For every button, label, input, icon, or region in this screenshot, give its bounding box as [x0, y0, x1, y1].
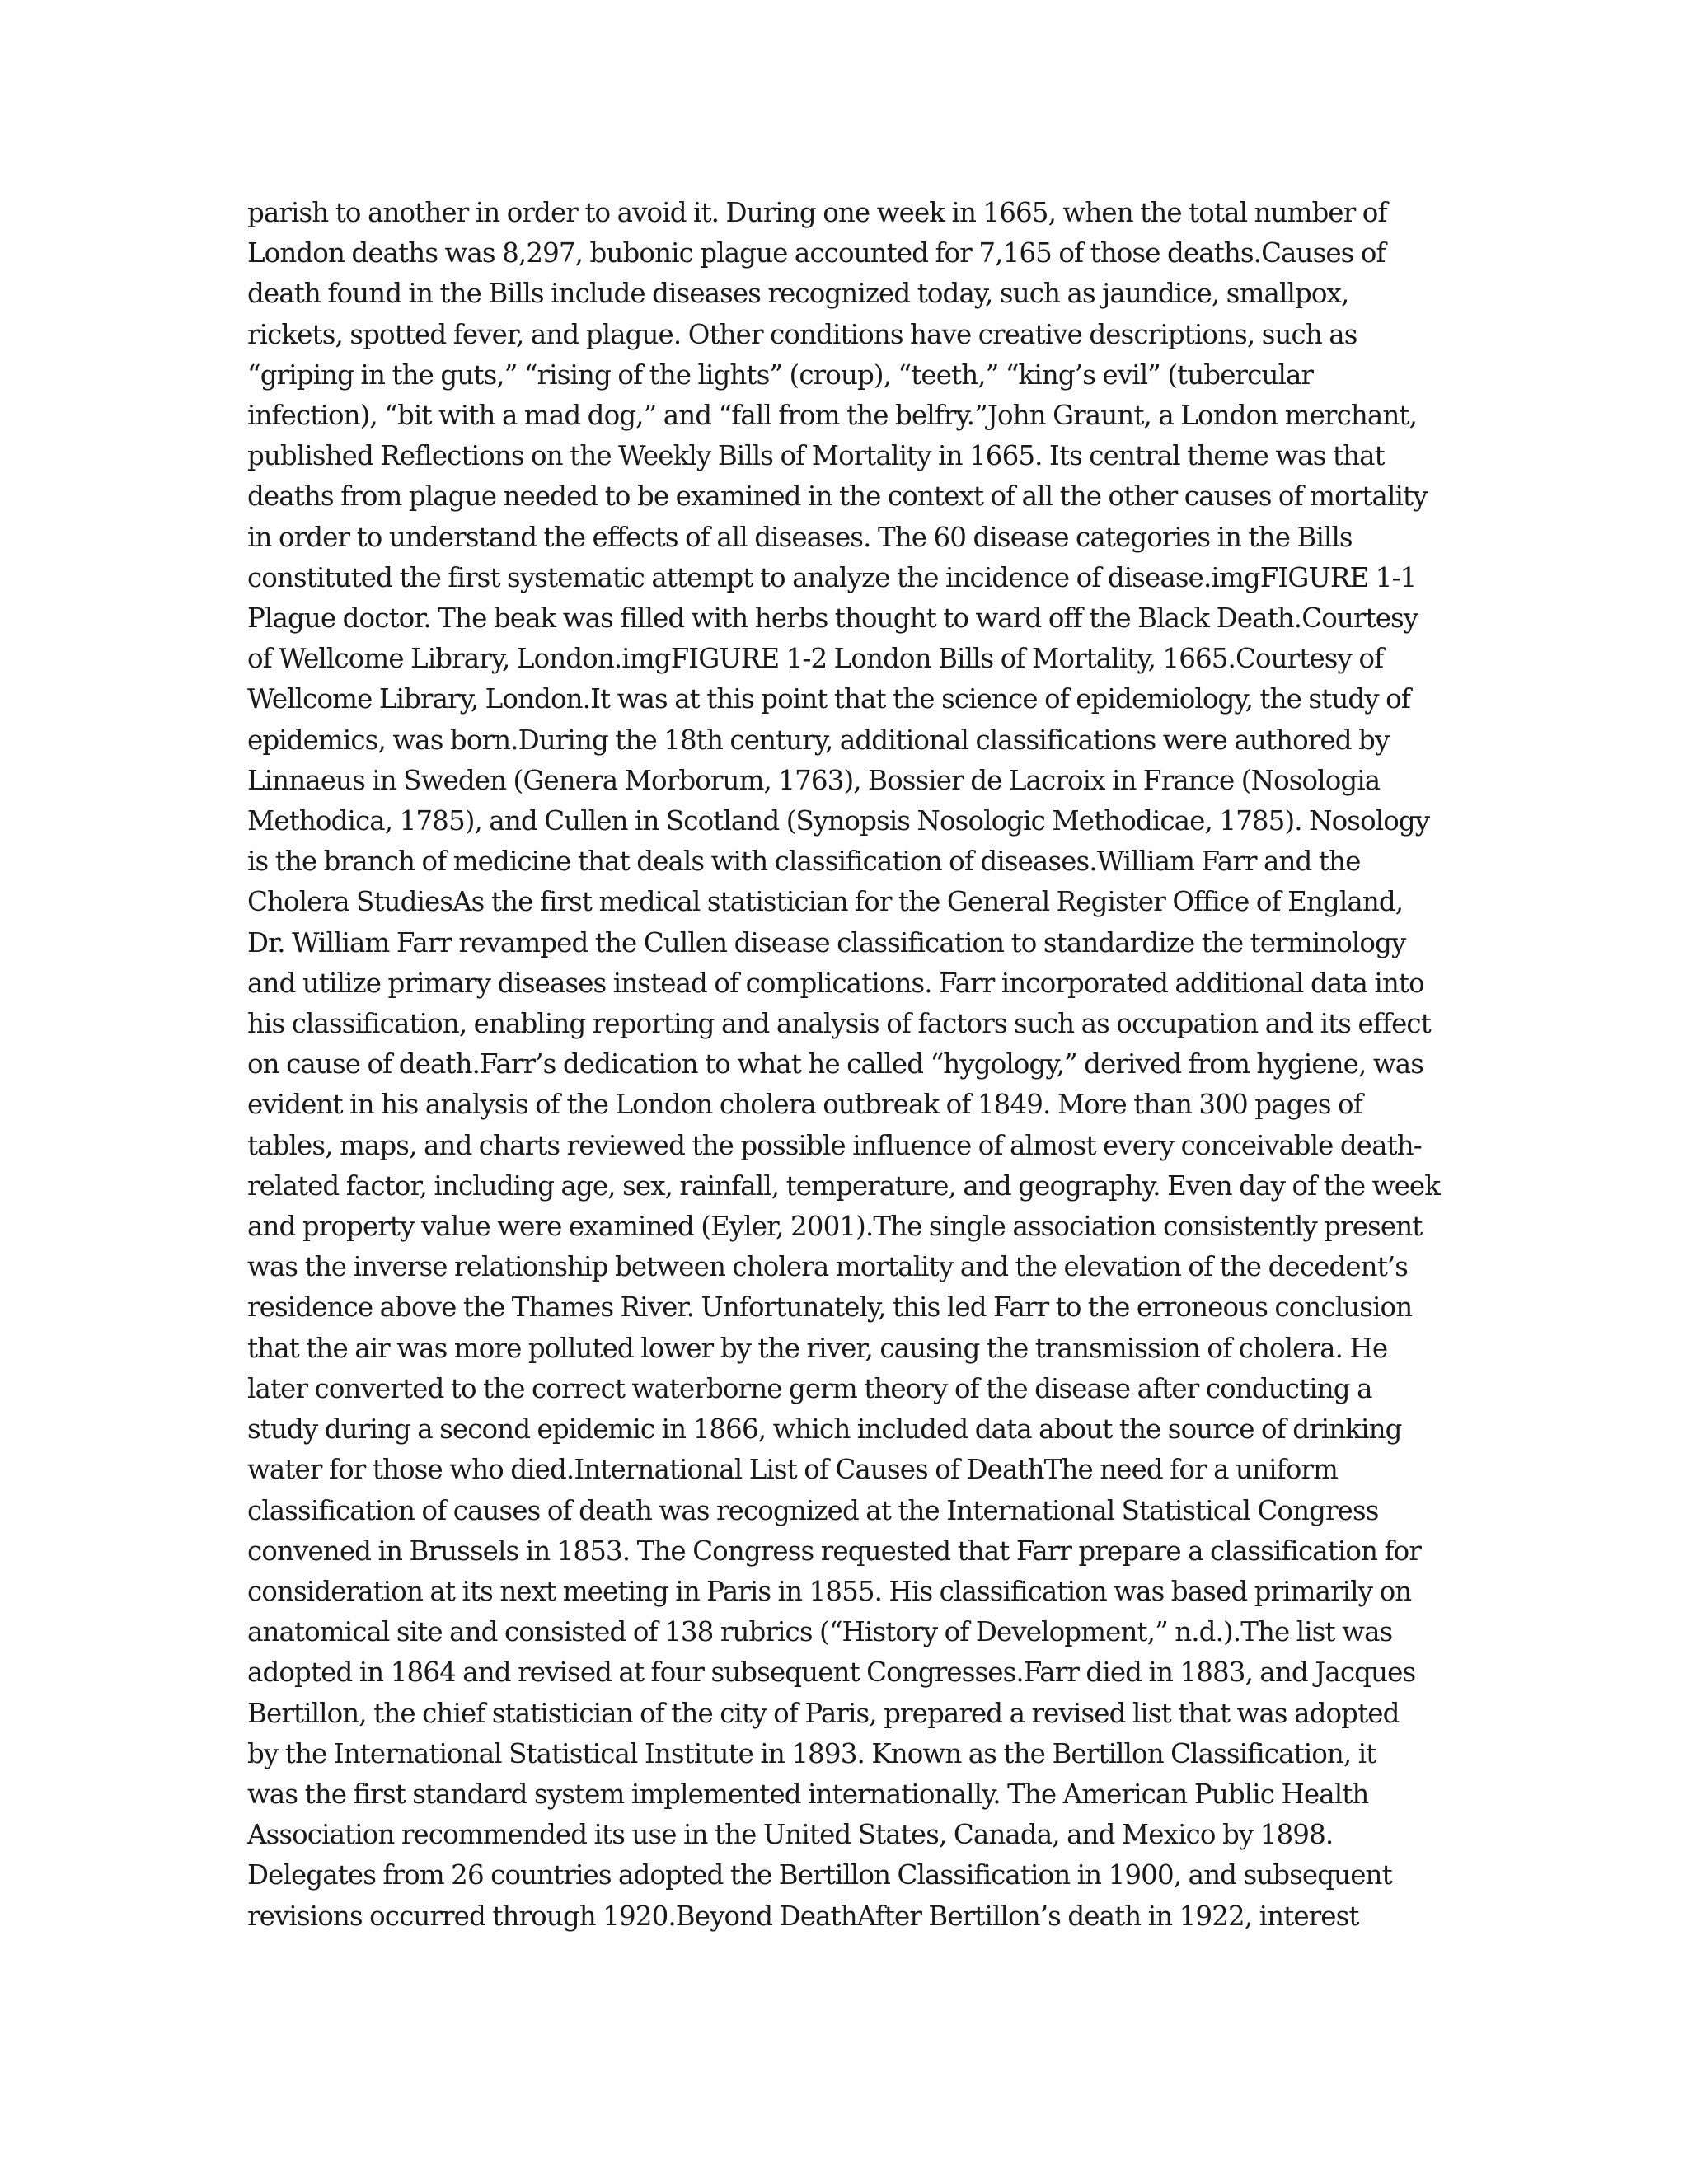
text-line: revisions occurred through 1920.Beyond DeathAfter Bertillon’s death in 1922, interest [247, 1900, 1359, 1932]
text-line: Cholera StudiesAs the first medical statistician for the General Register Office of England, [247, 886, 1404, 918]
text-line: rickets, spotted fever, and plague. Other conditions have creative descriptions, such as [247, 318, 1357, 350]
text-line: tables, maps, and charts reviewed the possible influence of almost every conceivable death- [247, 1129, 1422, 1161]
text-line: Dr. William Farr revamped the Cullen disease classification to standardize the terminology [247, 926, 1406, 958]
text-line: Delegates from 26 countries adopted the Bertillon Classification in 1900, and subsequent [247, 1859, 1392, 1891]
text-line: water for those who died.International List of Causes of DeathThe need for a uniform [247, 1454, 1338, 1486]
text-line: adopted in 1864 and revised at four subsequent Congresses.Farr died in 1883, and Jacques [247, 1657, 1416, 1689]
text-line: consideration at its next meeting in Paris in 1855. His classification was based primarily on [247, 1575, 1412, 1607]
text-line: Association recommended its use in the United States, Canada, and Mexico by 1898. [247, 1819, 1334, 1851]
text-line: by the International Statistical Institute in 1893. Known as the Bertillon Classification, it [247, 1737, 1376, 1769]
text-line: published Reflections on the Weekly Bills of Mortality in 1665. Its central theme was that [247, 440, 1385, 472]
text-line: deaths from plague needed to be examined in the context of all the other causes of mortality [247, 480, 1428, 513]
text-line: epidemics, was born.During the 18th century, additional classifications were authored by [247, 724, 1390, 756]
text-line: was the inverse relationship between cholera mortality and the elevation of the decedent’s [247, 1251, 1409, 1283]
text-line: death found in the Bills include diseases recognized today, such as jaundice, smallpox, [247, 278, 1349, 310]
text-line: related factor, including age, sex, rainfall, temperature, and geography. Even day of the week [247, 1169, 1441, 1202]
text-line: in order to understand the effects of all diseases. The 60 disease categories in the Bills [247, 521, 1353, 553]
text-line: his classification, enabling reporting and analysis of factors such as occupation and its effect [247, 1008, 1431, 1040]
text-line: Linnaeus in Sweden (Genera Morborum, 1763), Bossier de Lacroix in France (Nosologia [247, 764, 1381, 796]
text-line: evident in his analysis of the London cholera outbreak of 1849. More than 300 pages of [247, 1089, 1362, 1121]
text-line: was the first standard system implemented internationally. The American Public Health [247, 1778, 1369, 1810]
text-line: later converted to the correct waterborne germ theory of the disease after conducting a [247, 1372, 1372, 1404]
text-line: Wellcome Library, London.It was at this point that the science of epidemiology, the study of [247, 683, 1410, 715]
text-line: constituted the first systematic attempt to analyze the incidence of disease.imgFIGURE 1-1 [247, 561, 1417, 593]
text-line: Methodica, 1785), and Cullen in Scotland (Synopsis Nosologic Methodicae, 1785). Nosology [247, 805, 1430, 837]
text-line: anatomical site and consisted of 138 rubrics (“History of Development,” n.d.).The list was [247, 1616, 1393, 1648]
body-text [247, 193, 1459, 1937]
text-line: on cause of death.Farr’s dedication to what he called “hygology,” derived from hygiene, was [247, 1048, 1424, 1080]
text-line: Plague doctor. The beak was filled with herbs thought to ward off the Black Death.Courtesy [247, 602, 1418, 635]
text-line: classification of causes of death was recognized at the International Statistical Congress [247, 1494, 1379, 1526]
text-line: London deaths was 8,297, bubonic plague accounted for 7,165 of those deaths.Causes of [247, 237, 1386, 269]
text-line: “griping in the guts,” “rising of the lights” (croup), “teeth,” “king’s evil” (tubercular [247, 359, 1314, 391]
text-line: infection), “bit with a mad dog,” and “fall from the belfry.”John Graunt, a London merchant, [247, 400, 1418, 432]
text-line: residence above the Thames River. Unfortunately, this led Farr to the erroneous conclusion [247, 1291, 1413, 1324]
text-line: and property value were examined (Eyler, 2001).The single association consistently present [247, 1211, 1423, 1243]
text-line: Bertillon, the chief statistician of the city of Paris, prepared a revised list that was adopted [247, 1697, 1400, 1729]
text-line: study during a second epidemic in 1866, which included data about the source of drinking [247, 1413, 1402, 1446]
text-line: is the branch of medicine that deals with classification of diseases.William Farr and the [247, 846, 1361, 878]
text-line: of Wellcome Library, London.imgFIGURE 1-2 London Bills of Mortality, 1665.Courtesy of [247, 643, 1384, 675]
text-line: convened in Brussels in 1853. The Congress requested that Farr prepare a classification for [247, 1535, 1421, 1567]
text-line: and utilize primary diseases instead of complications. Farr incorporated additional data into [247, 967, 1424, 999]
text-line: parish to another in order to avoid it. During one week in 1665, when the total number of [247, 197, 1387, 228]
text-line: that the air was more polluted lower by the river, causing the transmission of cholera. He [247, 1332, 1388, 1364]
